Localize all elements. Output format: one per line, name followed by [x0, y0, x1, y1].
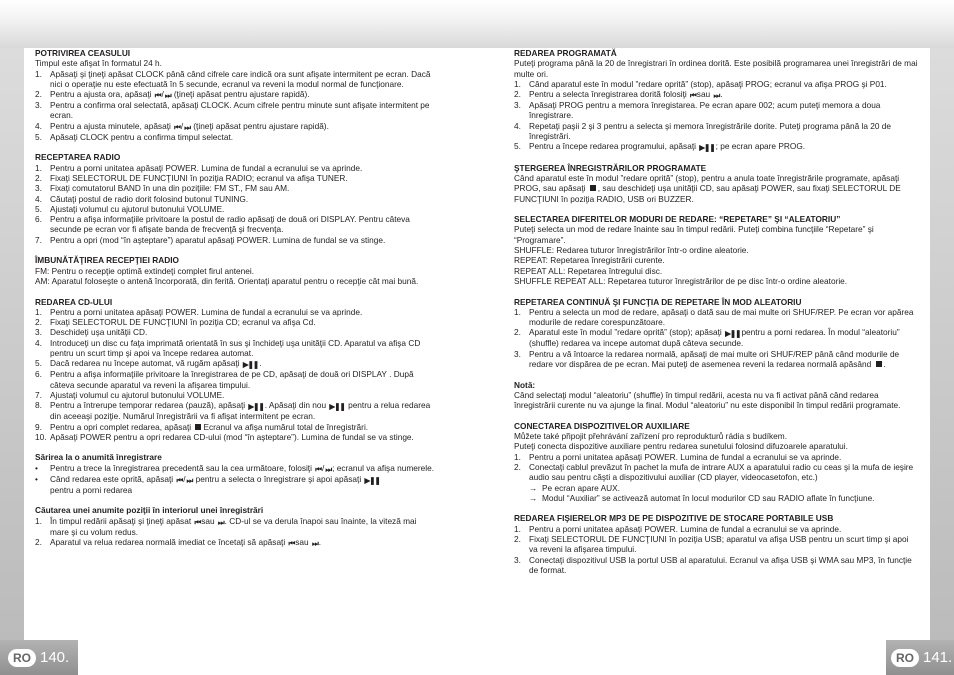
list-item: 2. Fixaţi SELECTORUL DE FUNCŢIUNI în poziţia CD; ecranul va afişa Cd.	[35, 317, 316, 328]
mode-shuffle: SHUFFLE: Redarea tuturor înregistrărilor într-o ordine aleatorie.	[514, 245, 749, 256]
steps-list	[514, 307, 918, 369]
list-item: 3. Apăsaţi PROG pentru a memora înregistarea. Pe ecran apare 002; acum puteţi memora a doua înregistrare.	[514, 100, 881, 121]
list-item: 2. Conectaţi cablul prevăzut în pachet la mufa de intrare AUX a aparatului radio cu ceas şi la mufa de ieşire audio sau pentru căşti a dispozitivului auxiliar (CD player, videocasetofon, etc.)	[514, 461, 914, 483]
play-pause-icon: ▶❚❚	[248, 402, 264, 412]
section-title: SELECTAREA DIFERITELOR MODURI DE REDARE: “REPETARE” ŞI “ALEATORIU”	[514, 214, 841, 225]
list-sub-item: → Modul “Auxiliar” se activează automat în locul modurilor CD sau RADIO aflate în funcţiune.	[529, 492, 875, 503]
list-item: 1. Pentru a selecta un mod de redare, apăsaţi o dată sau de mai multe ori SHUF/REP. Pe ecran vor apărea modurile de redare corespunzătoare.	[514, 306, 914, 328]
list-item: 10. Apăsaţi POWER pentru a opri redarea CD-ului (mod “în aşteptare”). Lumina de fundal se va stinge.	[35, 431, 414, 442]
right-margin-strip	[930, 48, 954, 675]
section-title: CONECTAREA DISPOZITIVELOR AUXILIARE	[514, 420, 690, 431]
play-pause-icon: ▶❚❚	[699, 143, 715, 153]
section-title: ÎMBUNĂTĂŢIREA RECEPŢIEI RADIO	[35, 255, 179, 266]
list-item: 5. Pentru a începe redarea programului, apăsaţi ▶❚❚; pe ecran apare PROG.	[514, 141, 806, 153]
list-item: 5. Ajustaţi volumul cu ajutorul butonului VOLUME.	[35, 203, 225, 214]
section-continuous-repeat	[514, 297, 918, 370]
list-item: 7. Ajustaţi volumul cu ajutorul butonului VOLUME.	[35, 389, 225, 400]
mode-shuffle-repeat-all: SHUFFLE REPEAT ALL: Repetarea tuturor înregistrărilor de pe disc într-o ordine aleatorie.	[514, 275, 848, 286]
section-title: REDAREA FIŞIERELOR MP3 DE PE DISPOZITIVE DE STOCARE PORTABILE USB	[514, 513, 834, 524]
am-note: AM: Aparatul foloseşte o antenă încorporată, din ferită. Orientaţi aparatul pentru o recepţie cât mai bună.	[35, 275, 419, 286]
list-item: 2. Fixaţi SELECTORUL DE FUNCŢIUNI în poziţia RADIO; ecranul va afişa TUNER.	[35, 172, 348, 183]
list-item: 1. Apăsaţi şi ţineţi apăsat CLOCK până când cifrele care indică ora sunt afişate intermitent pe ecran. Dacă nici o operaţie nu este efectuată în 5 secunde, ecranul va reveni la modul normal de funcţionare.	[35, 68, 431, 89]
section-title: Căutarea unei anumite poziţii în interiorul unei înregistrări	[35, 505, 264, 516]
list-item: 2. Aparatul va relua redarea normală imediat ce încetaţi să apăsaţi ⏮sau ⏭.	[35, 536, 322, 548]
left-column	[35, 48, 437, 558]
section-note	[514, 380, 918, 411]
section-title: REDAREA CD-ULUI	[35, 296, 113, 307]
list-item: 2. Aparatul este în modul ”redare oprită” (stop); apăsaţi ▶❚❚pentru a porni redarea. În modul “aleatoriu” (shuffle) redarea va incepe automat după câteva secunde.	[514, 327, 900, 349]
right-column	[514, 48, 918, 586]
play-pause-icon: ▶❚❚	[364, 475, 380, 485]
next-track-icon: ⏭	[325, 464, 332, 474]
page-number: 141.	[923, 649, 953, 666]
mode-repeat: REPEAT: Repetarea înregistrării curente.	[514, 255, 665, 266]
list-item: 2. Pentru a selecta înregistrarea dorită folosiţi ⏮sau ⏭.	[514, 89, 723, 101]
section-title: Sărirea la o anumită înregistrare	[35, 452, 162, 463]
section-clock-setting	[35, 48, 437, 142]
stop-icon	[590, 185, 596, 191]
prev-track-icon: ⏮	[288, 538, 295, 548]
list-item: 1. Pentru a porni unitatea apăsaţi POWER. Lumina de fundal a ecranului se va aprinde.	[35, 162, 363, 173]
prev-track-icon: ⏮	[690, 91, 696, 101]
next-track-icon: ⏭	[186, 475, 193, 485]
fm-note: FM: Pentru o recepţie optimă extindeţi complet firul antenei.	[35, 265, 255, 276]
section-text: Când aparatul este în modul ”redare oprită” (stop), pentru a anula toate înregistrările programate, apăsaţi PROG, sau apăsaţi , sau deschideţi uşa unităţii CD, sau apăsaţi POWER, sau fixaţi SELECTORUL DE FUNCŢIUNI în poziţia RADIO, USB ori BUZZER.	[514, 172, 901, 204]
next-track-icon: ⏭	[217, 517, 224, 527]
list-item: 5. Apăsaţi CLOCK pentru a confirma timpul selectat.	[35, 131, 234, 142]
right-page-tab	[886, 640, 954, 675]
section-title: REDAREA PROGRAMATĂ	[514, 48, 617, 58]
list-item: 6. Pentru a afişa informaţiile privitoare la postul de radio apăsaţi de două ori DISPLAY. Pentru câteva secunde pe ecran vor fi afişate banda de frecvenţă şi frecvenţa.	[35, 214, 410, 235]
next-track-icon: ⏭	[713, 91, 720, 101]
section-intro: Můžete také připojit přehrávání zařízení pro reprodukturů rádia s budíkem.	[514, 431, 788, 442]
play-pause-icon: ▶❚❚	[725, 329, 741, 339]
list-item: 1. Pentru a porni unitatea apăsaţi POWER. Lumina de fundal a ecranului se va aprinde.	[514, 451, 842, 462]
list-item: 4. Repetaţi paşii 2 şi 3 pentru a selecta şi memora înregistrările dorite. Puteţi programa până la 20 de înregistrări.	[514, 120, 892, 142]
list-item: 3. Pentru a confirma oral selectată, apăsaţi CLOCK. Acum cifrele pentru minute sunt afişate intermitent pe ecran.	[35, 100, 430, 121]
list-item: 1. Când aparatul este în modul ”redare oprită” (stop), apăsaţi PROG; ecranul va afişa PROG şi P01.	[514, 78, 887, 89]
page-number: 140.	[40, 649, 70, 666]
list-item: 1. În timpul redării apăsaţi şi ţineţi apăsat ⏮sau ⏭. CD-ul se va derula înapoi sau înainte, la viteză mai mare şi cu volum redus.	[35, 515, 417, 537]
list-item: 1. Pentru a porni unitatea apăsaţi POWER. Lumina de fundal a ecranului se va aprinde.	[514, 523, 842, 534]
section-playback-modes	[514, 214, 918, 286]
steps-list	[514, 79, 918, 152]
list-item: 6. Pentru a afişa informaţiile privitoare la înregistrarea de pe CD, apăsaţi de două ori DISPLAY . După câteva secunde aparatul va reveni la afişarea timpului.	[35, 369, 414, 390]
section-programmed-playback	[514, 48, 918, 152]
steps-list	[35, 69, 437, 142]
prev-track-icon: ⏮	[174, 122, 180, 132]
prev-track-icon: ⏮	[315, 464, 322, 474]
top-banner	[0, 0, 954, 48]
section-title: POTRIVIREA CEASULUI	[35, 48, 131, 58]
list-item: 3. Deschideţi uşa unităţii CD.	[35, 327, 148, 338]
mode-repeat-all: REPEAT ALL: Repetarea întregului disc.	[514, 265, 663, 276]
list-item: • Pentru a trece la înregistrarea precedentă sau la cea următoare, folosiţi ⏮/⏭; ecranul va afişa numerele.	[35, 462, 435, 474]
note-text: Când selectaţi modul “aleatoriu” (shuffle) în timpul redării, acesta nu va fi activat până când redarea înregistrării curente nu va ajunge la final. Modul “aleatoriu” nu este disponibil în timpul redării programate.	[514, 389, 901, 411]
play-pause-icon: ▶❚❚	[329, 402, 345, 412]
section-title: RECEPTAREA RADIO	[35, 152, 121, 163]
list-item: 7. Pentru a opri (mod “în aşteptare”) aparatul apăsaţi POWER. Lumina de fundal se va stinge.	[35, 234, 386, 245]
section-skip-track	[35, 452, 437, 495]
list-item: 9. Pentru a opri complet redarea, apăsaţi Ecranul va afişa numărul total de înregistrări.	[35, 421, 369, 432]
section-title: REPETAREA CONTINUĂ ŞI FUNCŢIA DE REPETARE ÎN MOD ALEATORIU	[514, 296, 802, 307]
bullet-list	[35, 463, 437, 495]
list-item: 2. Fixaţi SELECTORUL DE FUNCŢIUNI în poziţia USB; aparatul va afişa USB pentru un scurt timp şi apoi va reveni la afişarea timpului.	[514, 534, 909, 555]
next-track-icon: ⏭	[164, 91, 171, 101]
section-intro: Puteţi selecta un mod de redare înainte sau în timpul redării. Puteţi combina funcţiile “Repetare” şi “Programare”.	[514, 224, 874, 245]
list-item: 3. Fixaţi comutatorul BAND în una din poziţiile: FM ST., FM sau AM.	[35, 183, 290, 194]
steps-list	[35, 307, 437, 442]
steps-list	[35, 163, 437, 245]
steps-list	[514, 524, 918, 575]
stop-icon	[876, 361, 882, 367]
list-item: 3. Conectaţi dispozitivul USB la portul USB al aparatului. Ecranul va afişa USB şi WMA sau MP3, în funcţie de format.	[514, 554, 912, 575]
prev-track-icon: ⏮	[194, 517, 201, 527]
list-item: 5. Dacă redarea nu începe automat, vă rugăm apăsaţi ▶❚❚.	[35, 358, 262, 370]
prev-track-icon: ⏮	[176, 475, 183, 485]
list-item: 4. Căutaţi postul de radio dorit folosind butonul TUNING.	[35, 193, 249, 204]
arrow-icon: →	[529, 492, 538, 503]
list-sub-item: → Pe ecran apare AUX.	[529, 482, 620, 493]
list-item: 2. Pentru a ajusta ora, apăsaţi ⏮/⏭ (ţineţi apăsat pentru ajustare rapidă).	[35, 89, 310, 101]
left-margin-strip	[0, 48, 24, 675]
language-badge: RO	[891, 649, 919, 667]
section-title: Notă:	[514, 379, 536, 390]
prev-track-icon: ⏮	[154, 91, 161, 101]
section-cd-playback	[35, 297, 437, 443]
left-page-tab	[0, 640, 78, 675]
section-usb-mp3	[514, 513, 918, 575]
language-badge: RO	[8, 649, 36, 667]
list-item: 1. Pentru a porni unitatea apăsaţi POWER. Lumina de fundal a ecranului se va aprinde.	[35, 306, 363, 317]
list-item: 4. Pentru a ajusta minutele, apăsaţi ⏮/⏭ (ţineţi apăsat pentru ajustare rapidă).	[35, 120, 329, 132]
next-track-icon: ⏭	[184, 122, 190, 132]
list-item: 4. Introduceţi un disc cu faţa imprimată orientată în sus şi închideţi uşa unităţii CD. Aparatul va afişa CD pentru un scurt timp şi apoi va începe redarea automat.	[35, 337, 421, 359]
play-pause-icon: ▶❚❚	[242, 360, 259, 370]
section-aux-devices	[514, 421, 918, 503]
list-item: 8. Pentru a întrerupe temporar redarea (pauză), apăsaţi ▶❚❚. Apăsaţi din nou ▶❚❚ pentru a relua redarea din aceeaşi poziţie. Numărul înregistrării va fi afişat intermitent pe ecran.	[35, 400, 431, 422]
next-track-icon: ⏭	[311, 538, 318, 548]
list-item: 3. Pentru a vă întoarce la redarea normală, apăsaţi de mai multe ori SHUF/REP până când modurile de redare vor dispărea de pe ecran. Mai puteţi de asemenea reveni la redarea normală apăsând .	[514, 348, 900, 370]
section-radio-reception	[35, 152, 437, 245]
section-intro: Puteţi programa până la 20 de înregistrari în ordinea dorită. Este posibilă programarea unei înregistrări de mai multe ori.	[514, 58, 918, 79]
section-search-position	[35, 505, 437, 548]
steps-list	[35, 516, 437, 548]
section-intro: Puteţi conecta dispozitive auxiliare pentru redarea sunetului folosind difuzoarele aparatului.	[514, 441, 848, 452]
section-delete-program	[514, 163, 918, 204]
stop-icon	[195, 424, 201, 430]
section-intro: Timpul este afişat în formatul 24 h.	[35, 58, 162, 69]
list-item: • Când redarea este oprită, apăsaţi ⏮/⏭ pentru a selecta o înregistrare şi apoi apăsaţi ▶❚❚ pentru a porni redarea	[35, 473, 380, 495]
arrow-icon: →	[529, 482, 538, 493]
section-title: ŞTERGEREA ÎNREGISTRĂRILOR PROGRAMATE	[514, 162, 707, 173]
steps-list	[514, 452, 918, 503]
section-radio-improve	[35, 255, 437, 286]
